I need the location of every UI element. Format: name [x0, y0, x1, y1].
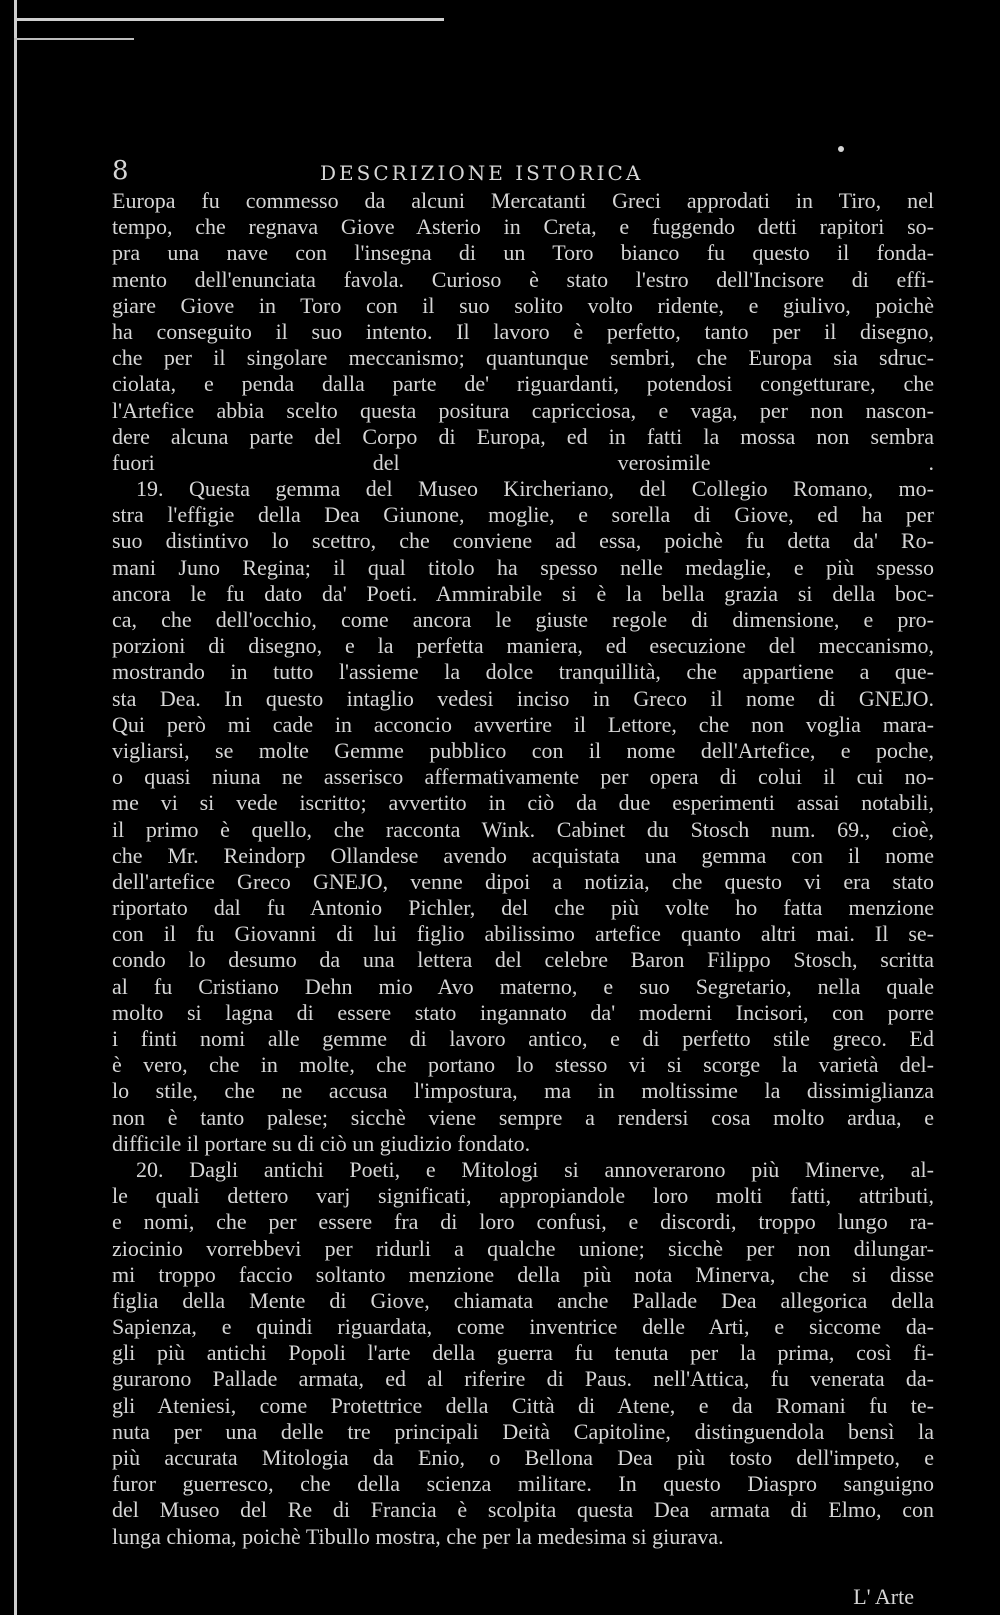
text-line: è vero, che in molte, che portano lo stesso vi si scorge la varietà del- — [112, 1052, 934, 1078]
text-line: vigliarsi, se molte Gemme pubblico con il nome dell'Artefice, e poche, — [112, 737, 934, 763]
text-line: mi troppo faccio soltanto menzione della più nota Minerva, che si disse — [112, 1261, 934, 1287]
text-line: al fu Cristiano Dehn mio Avo materno, e suo Segretario, nella quale — [112, 973, 934, 999]
text-line: ciolata, e penda dalla parte de' riguardanti, potendosi congetturare, che — [112, 371, 934, 397]
text-line: figlia della Mente di Giove, chiamata anche Pallade Dea allegorica della — [112, 1287, 934, 1313]
text-line: mostrando in tutto l'assieme la dolce tranquillità, che appartiene a que- — [112, 659, 934, 685]
text-line: me vi si vede iscritto; avvertito in ciò da due esperimenti assai notabili, — [112, 790, 934, 816]
text-line: furor guerresco, che della scienza militare. In questo Diaspro sanguigno — [112, 1471, 934, 1497]
text-line: più accurata Mitologia da Enio, o Bellona Dea più tosto dell'impeto, e — [112, 1445, 934, 1470]
text-line: ha conseguito il suo intento. Il lavoro è perfetto, tanto per il disegno, — [112, 318, 934, 344]
body-text — [112, 188, 934, 1550]
text-line: che Mr. Reindorp Ollandese avendo acquistata una gemma con il nome — [112, 842, 934, 868]
scan-border-left — [14, 0, 17, 1615]
text-line: Sapienza, e quindi riguardata, come inventrice delle Arti, e siccome da- — [112, 1314, 934, 1340]
running-head: DESCRIZIONE ISTORICA — [320, 161, 644, 185]
text-line: gli più antichi Popoli l'arte della guerra fu tenuta per la prima, così fi- — [112, 1340, 934, 1366]
text-line: 20. Dagli antichi Poeti, e Mitologi si annoverarono più Minerve, al- — [136, 1156, 934, 1182]
text-line: mani Juno Regina; il qual titolo ha spesso nelle medaglie, e più spesso — [112, 554, 934, 580]
ink-dot — [838, 146, 844, 152]
text-line: ca, che dell'occhio, come ancora le giuste regole di dimensione, e pro- — [112, 607, 934, 632]
text-line: ziocinio vorrebbevi per ridurli a qualche unione; sicchè per non dilungar- — [112, 1235, 934, 1261]
text-line: il primo è quello, che racconta Wink. Cabinet du Stosch num. 69., cioè, — [112, 816, 934, 842]
text-line: pra una nave con l'insegna di un Toro bianco fu questo il fonda- — [112, 240, 934, 266]
text-line: gli Ateniesi, come Protettrice della Città di Atene, e da Romani fu te- — [112, 1392, 934, 1418]
text-line: gurarono Pallade armata, ed al riferire di Paus. nell'Attica, fu venerata da- — [112, 1366, 934, 1392]
text-line: Europa fu commesso da alcuni Mercatanti Greci approdati in Tiro, nel — [112, 188, 934, 213]
text-line: con il fu Giovanni di lui figlio abilissimo artefice quanto altri mai. Il se- — [112, 921, 934, 947]
text-line: giare Giove in Toro con il suo solito volto ridente, e giulivo, poichè — [112, 292, 934, 318]
text-line: e nomi, che per essere fra di loro confusi, e discordi, troppo lungo ra- — [112, 1209, 934, 1235]
text-line: non è tanto palese; sicchè viene sempre a rendersi cosa molto ardua, e — [112, 1104, 934, 1130]
text-line: dere alcuna parte del Corpo di Europa, ed in fatti la mossa non sembra — [112, 423, 934, 449]
text-line: i finti nomi alle gemme di lavoro antico, e di perfetto stile greco. Ed — [112, 1026, 934, 1051]
text-line: suo distintivo lo scettro, che conviene ad essa, poichè fu detta da' Ro- — [112, 528, 934, 554]
text-line: fuori del verosimile . — [112, 449, 934, 475]
text-line: mento dell'enunciata favola. Curioso è stato l'estro dell'Incisore di effi- — [112, 266, 934, 292]
text-line: 19. Questa gemma del Museo Kircheriano, del Collegio Romano, mo- — [136, 476, 934, 502]
text-line: che per il singolare meccanismo; quantunque sembri, che Europa sia sdruc- — [112, 345, 934, 371]
text-line: le quali dettero varj significati, appropiandole loro molti fatti, attributi, — [112, 1183, 934, 1209]
catchword: L' Arte — [853, 1584, 914, 1609]
text-line: nuta per una delle tre principali Deità Capitoline, distinguendola bensì la — [112, 1418, 934, 1444]
text-line: Qui però mi cade in acconcio avvertire il Lettore, che non voglia mara- — [112, 711, 934, 737]
text-line: tempo, che regnava Giove Asterio in Creta, e fuggendo detti rapitori so- — [112, 214, 934, 240]
text-line: lo stile, che ne accusa l'impostura, ma in moltissime la dissimiglianza — [112, 1078, 934, 1104]
text-line: dell'artefice Greco GNEJO, venne dipoi a notizia, che questo vi era stato — [112, 868, 934, 894]
text-line: l'Artefice abbia scelto questa positura capricciosa, e vaga, per non nascon- — [112, 397, 934, 423]
text-line: molto si lagna di essere stato ingannato da' moderni Incisori, con porre — [112, 999, 934, 1025]
text-line: condo lo desumo da una lettera del celebre Baron Filippo Stosch, scritta — [112, 947, 934, 973]
text-line: stra l'effigie della Dea Giunone, moglie, e sorella di Giove, ed ha per — [112, 502, 934, 528]
scan-border-top-inner — [14, 38, 134, 40]
text-line: sta Dea. In questo intaglio vedesi inciso in Greco il nome di GNEJO. — [112, 685, 934, 711]
text-line: difficile il portare su di ciò un giudizio fondato. — [112, 1130, 531, 1156]
text-line: o quasi niuna ne asserisco affermativamente per opera di colui il cui no- — [112, 764, 934, 790]
text-line: lunga chioma, poichè Tibullo mostra, che per la medesima si giurava. — [112, 1523, 724, 1549]
scan-border-top — [14, 18, 444, 21]
text-line: riportato dal fu Antonio Pichler, del che più volte ho fatta menzione — [112, 895, 934, 921]
text-line: ancora le fu dato da' Poeti. Ammirabile si è la bella grazia si della boc- — [112, 580, 934, 606]
text-line: porzioni di disegno, e la perfetta maniera, ed esecuzione del meccanismo, — [112, 633, 934, 659]
text-line: del Museo del Re di Francia è scolpita questa Dea armata di Elmo, con — [112, 1497, 934, 1523]
page-number: 8 — [112, 156, 129, 186]
